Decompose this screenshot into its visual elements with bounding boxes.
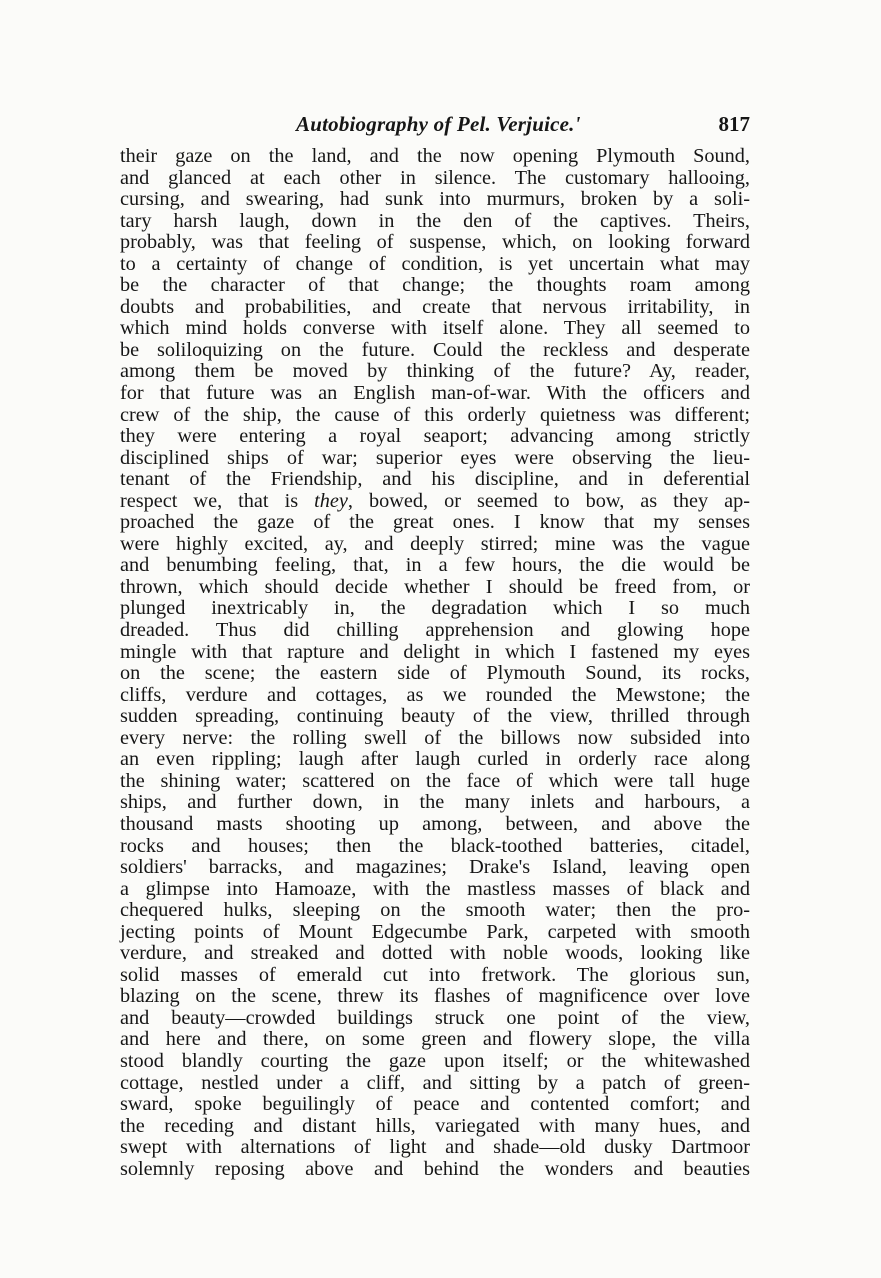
page-number: 817: [718, 112, 750, 136]
text-line: be soliloquizing on the future. Could the reckless and desperate: [120, 338, 750, 361]
text-line: and beauty—crowded buildings struck one point of the view,: [120, 1006, 750, 1029]
text-line: soldiers' barracks, and magazines; Drake's Island, leaving open: [120, 856, 750, 879]
text-line: be the character of that change; the thoughts roam among: [120, 274, 750, 297]
text-line: their gaze on the land, and the now opening Plymouth Sound,: [120, 145, 750, 167]
text-line: among them be moved by thinking of the future? Ay, reader,: [120, 360, 750, 383]
text-line: doubts and probabilities, and create that nervous irritability, in: [120, 295, 750, 318]
text-line: verdure, and streaked and dotted with noble woods, looking like: [120, 942, 750, 965]
text-line: jecting points of Mount Edgecumbe Park, carpeted with smooth: [120, 920, 750, 943]
text-line: which mind holds converse with itself alone. They all seemed to: [120, 317, 750, 340]
text-line: mingle with that rapture and delight in which I fastened my eyes: [120, 640, 750, 663]
text-line: the shining water; scattered on the face of which were tall huge: [120, 769, 750, 792]
text-line: dreaded. Thus did chilling apprehension and glowing hope: [120, 619, 750, 642]
text-line: thousand masts shooting up among, between, and above the: [120, 812, 750, 835]
text-line: swept with alternations of light and shade—old dusky Dartmoor: [120, 1136, 750, 1159]
text-line: cliffs, verdure and cottages, as we rounded the Mewstone; the: [120, 683, 750, 706]
text-line: solid masses of emerald cut into fretwork. The glorious sun,: [120, 963, 750, 986]
text-line: proached the gaze of the great ones. I know that my senses: [120, 511, 750, 534]
text-line: on the scene; the eastern side of Plymouth Sound, its rocks,: [120, 662, 750, 685]
text-line: tenant of the Friendship, and his discipline, and in deferential: [120, 468, 750, 491]
text-line: tary harsh laugh, down in the den of the captives. Theirs,: [120, 209, 750, 232]
text-line: sward, spoke beguilingly of peace and contented comfort; and: [120, 1093, 750, 1116]
text-line: disciplined ships of war; superior eyes were observing the lieu-: [120, 446, 750, 469]
page-header: [120, 112, 750, 142]
text-line: cottage, nestled under a cliff, and sitting by a patch of green-: [120, 1071, 750, 1094]
text-line: stood blandly courting the gaze upon itself; or the whitewashed: [120, 1049, 750, 1072]
running-title: Autobiography of Pel. Verjuice.': [296, 112, 581, 136]
text-line: they were entering a royal seaport; advancing among strictly: [120, 425, 750, 448]
text-line: sudden spreading, continuing beauty of the view, thrilled through: [120, 705, 750, 728]
text-line: crew of the ship, the cause of this orderly quietness was different;: [120, 403, 750, 426]
text-line: plunged inextricably in, the degradation which I so much: [120, 597, 750, 620]
text-line: and glanced at each other in silence. The customary hallooing,: [120, 166, 750, 189]
text-line: and benumbing feeling, that, in a few hours, the die would be: [120, 554, 750, 577]
text-line: respect we, that is they, bowed, or seemed to bow, as they ap-: [120, 489, 750, 512]
text-line: probably, was that feeling of suspense, which, on looking forward: [120, 231, 750, 254]
text-line: chequered hulks, sleeping on the smooth water; then the pro-: [120, 899, 750, 922]
text-line: and here and there, on some green and flowery slope, the villa: [120, 1028, 750, 1051]
text-line: cursing, and swearing, had sunk into murmurs, broken by a soli-: [120, 188, 750, 211]
text-line: ships, and further down, in the many inlets and harbours, a: [120, 791, 750, 814]
text-line: to a certainty of change of condition, is yet uncertain what may: [120, 252, 750, 275]
text-line: were highly excited, ay, and deeply stirred; mine was the vague: [120, 532, 750, 555]
text-line: blazing on the scene, threw its flashes of magnificence over love: [120, 985, 750, 1008]
text-line: every nerve: the rolling swell of the billows now subsided into: [120, 726, 750, 749]
text-line: thrown, which should decide whether I should be freed from, or: [120, 575, 750, 598]
body-text: [120, 146, 750, 1180]
text-line: the receding and distant hills, variegated with many hues, and: [120, 1114, 750, 1137]
italic-emphasis: they: [314, 489, 348, 512]
text-line: an even rippling; laugh after laugh curled in orderly race along: [120, 748, 750, 771]
text-line: a glimpse into Hamoaze, with the mastless masses of black and: [120, 877, 750, 900]
text-line: rocks and houses; then the black-toothed batteries, citadel,: [120, 834, 750, 857]
text-line: solemnly reposing above and behind the wonders and beauties: [120, 1157, 750, 1180]
text-line: for that future was an English man-of-war. With the officers and: [120, 382, 750, 405]
